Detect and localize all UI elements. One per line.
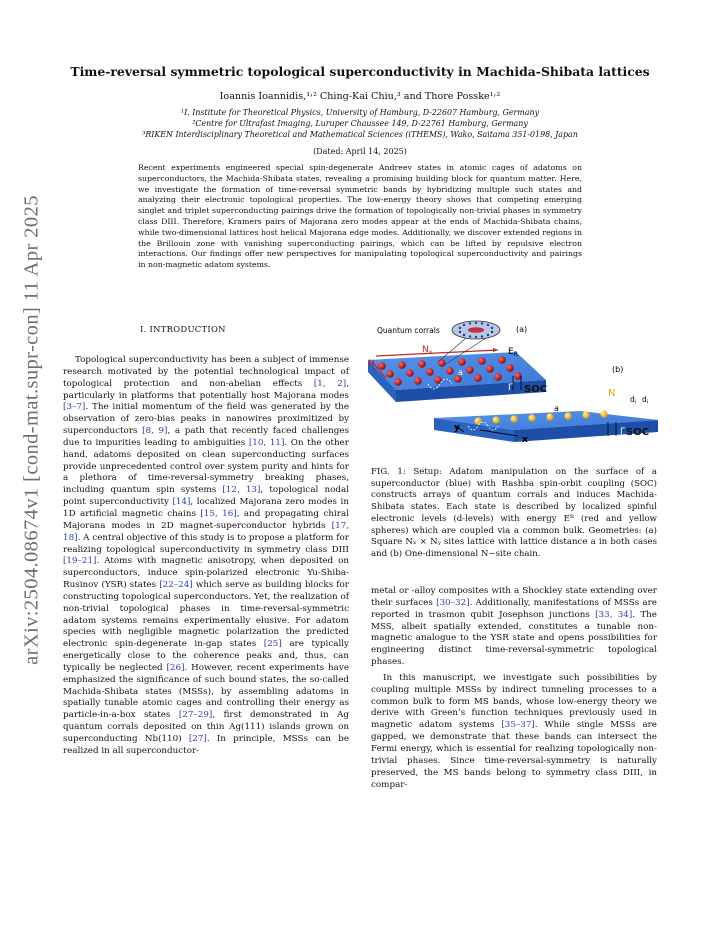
label-di-2: $d_i$ [642,395,649,406]
citation-link[interactable]: [14] [172,497,191,508]
arxiv-id-text: arXiv:2504.08674v1 [cond-mat.supr-con] 11 Apr 2025 [20,195,43,665]
intro-paragraph: Topological superconductivity has been a subject of immense research motivated by the potential technological impact of topological protection and non-abelian effects [1, 2], particularly in platforms that potentially host Majorana modes [3–7]. The initial momentum of the field was generated by the observation of zero-bias peaks in nanowires proximitized by superconductors [8, 9], a path that recently faced challenges due to impurities leading to ambiguities [10, 11]. On the other hand, adatoms deposited on clean superconducting surfaces provide unprecedented control over system purity and hints for a plethora of time-reversal-symmetry breaking phases, including quantum spin systems [12, 13], topological nodal point superconductivity [14], localized Majorana zero modes in 1D artificial magnetic chains [15, 16], and propagating chiral Majorana modes in 2D magnet-superconductor hybrids [17, 18]. A central objective of this study is to propose a platform for realizing topological superconductivity in symmetry class DIII [19–21]. Atoms with magnetic anisotropy, when deposited on superconductors, induce spin-polarized electronic Yu-Shiba-Rusinov (YSR) states [22–24] which serve as building blocks for constructing topological superconductors. Yet, the realization of non-trivial topological phases in time-reversal-symmetric adatom systems remains experimentally elusive. For adatom species with negligible magnetic polarization the predicted electronic spin-degenerate in-gap states [25] are typically energetically close to the coherence peaks and, thus, can typically be neglected [26]. However, recent experiments have emphasized the significance of such bound states, the so-called Machida-Shibata states (MSSs), by assembling adatoms in spatially tunable atomic cages and controlling their energy as particle-in-a-box states [27–29], first demonstrated in Ag quantum corrals deposited on thin Ag(111) islands grown on superconducting Nb(110) [27]. In principle, MSSs can be realized in all superconductor- [63,355,350,756]
section-heading: I. INTRODUCTION [140,324,226,334]
label-a-top: a [458,368,463,377]
label-gamma-a: Γ [508,383,514,393]
right-paragraph-2: In this manuscript, we investigate such possibilities by coupling multiple MSSs by indirect tunneling processes to a common bulk to form MS bands, whose low-energy theory we derive with Green’s function techniques previously used in magnetic adatom systems [35–37]. While single MSSs are gapped, we demonstrate that these bands can intersect the Fermi energy, which is essential for realizing topologically non-trivial phases. Since time-reversal-symmetry is naturally preserved, the MS bands belong to symmetry class DIII, in compar- [371,672,657,790]
affiliation-2: ²Centre for Ultrafast Imaging, Luruper Chaussee 149, D-22761 Hamburg, Germany [192,119,528,128]
label-gamma-b: Γ [620,427,626,437]
citation-link[interactable]: [3–7] [63,402,86,413]
citation-link[interactable]: [22–24] [159,580,193,591]
citation-link[interactable]: [33, 34] [595,609,633,620]
label-soc-b: SOC [626,427,650,438]
paper-title: Time-reversal symmetric topological superconductivity in Machida-Shibata lattices [70,64,650,79]
citation-link[interactable]: [30–32] [436,597,470,608]
left-column [63,355,349,758]
author-list: Ioannis Ioannidis,¹˒² Ching-Kai Chiu,³ and Thore Posske¹˒² [219,91,501,102]
citation-link[interactable]: [15, 16] [200,508,237,519]
citation-link[interactable]: [26] [166,662,185,673]
figure-caption: FIG. 1: Setup: Adatom manipulation on the surface of a superconductor (blue) with Rashba spin-orbit coupling (SOC) constructs arrays of quantum corrals and induces Machida-Shibata states. Each state is described by localized spinful electronic levels (d-levels) with energy Eᴿ (red and yellow spheres) which are coupled via a common bulk. Geometries: (a) Square Nₓ × Nᵧ sites lattice with lattice distance a in both cases and (b) One-dimensional N−site chain. [371,467,657,559]
affiliation-3: ³RIKEN Interdisciplinary Theoretical and Mathematical Sciences (iTHEMS), Wako, Saitama 351-0198, Japan [142,130,578,139]
label-er: $E_R$ [508,347,518,358]
figure-1-setup [368,318,660,463]
citation-link[interactable]: [1, 2] [313,378,347,389]
label-n: N [608,388,616,399]
label-a-bottom: a [554,404,559,413]
label-quantum-corrals: Quantum corrals [377,326,440,335]
affiliation-1: ¹I. Institute for Theoretical Physics, University of Hamburg, D-22607 Hamburg, Germany [180,108,540,117]
label-panel-b: (b) [612,365,624,374]
label-x-axis: x [522,435,528,445]
citation-link[interactable]: [8, 9] [142,426,168,437]
label-panel-a: (a) [516,325,528,334]
label-soc-a: SOC [524,384,548,395]
label-ny: $N_y$ [368,359,379,370]
arxiv-identifier [20,170,44,690]
abstract: Recent experiments engineered special spin-degenerate Andreev states in atomic cages of adatoms on superconductors, the Machida-Shibata states, revealing a promising building block for quantum matter. Here, we investigate the formation of time-reversal symmetric bands by hybridizing multiple such states and analyzing their electronic topological properties. The low-energy theory shows that competing emerging singlet and triplet superconducting pairings drive the formation of topologically non-trivial phases in symmetry class DIII. Therefore, Kramers pairs of Majorana zero modes appear at the ends of Machida-Shibata chains, while two-dimensional lattices host helical Majorana edge modes. Additionally, we discover extended regions in the Brillouin zone with vanishing superconducting pairings, which can be lifted by repulsive electron interactions. Our findings offer new perspectives for manipulating topological superconductivity and pairings in non-magnetic adatom systems. [138,163,582,270]
citation-link[interactable]: [27–29] [178,710,213,721]
citation-link[interactable]: [25] [263,639,282,650]
right-column [371,586,657,791]
citation-link[interactable]: [35–37] [501,720,535,731]
citation-link[interactable]: [10, 11] [248,437,285,448]
citation-link[interactable]: [12, 13] [222,485,261,496]
right-paragraph-1: metal or -alloy composites with a Shockley state extending over their surfaces [30–32]. Additionally, manifestations of MSSs are reported in trasmon qubit Josephson junctions [33, 34]. The MSS, albeit spatially extended, constitutes a tunable non-magnetic analogue to the YSR state and opens possibilities for engineering distinct time-reversal-symmetric topological phases. [371,586,657,668]
date-line: (Dated: April 14, 2025) [313,147,407,156]
citation-link[interactable]: [17, 18] [63,520,349,543]
label-di-1: $d_i$ [630,395,637,406]
label-nx: $N_x$ [422,345,433,356]
label-y-axis: y [454,423,460,433]
citation-link[interactable]: [27] [188,734,207,744]
citation-link[interactable]: [19–21] [63,556,97,567]
